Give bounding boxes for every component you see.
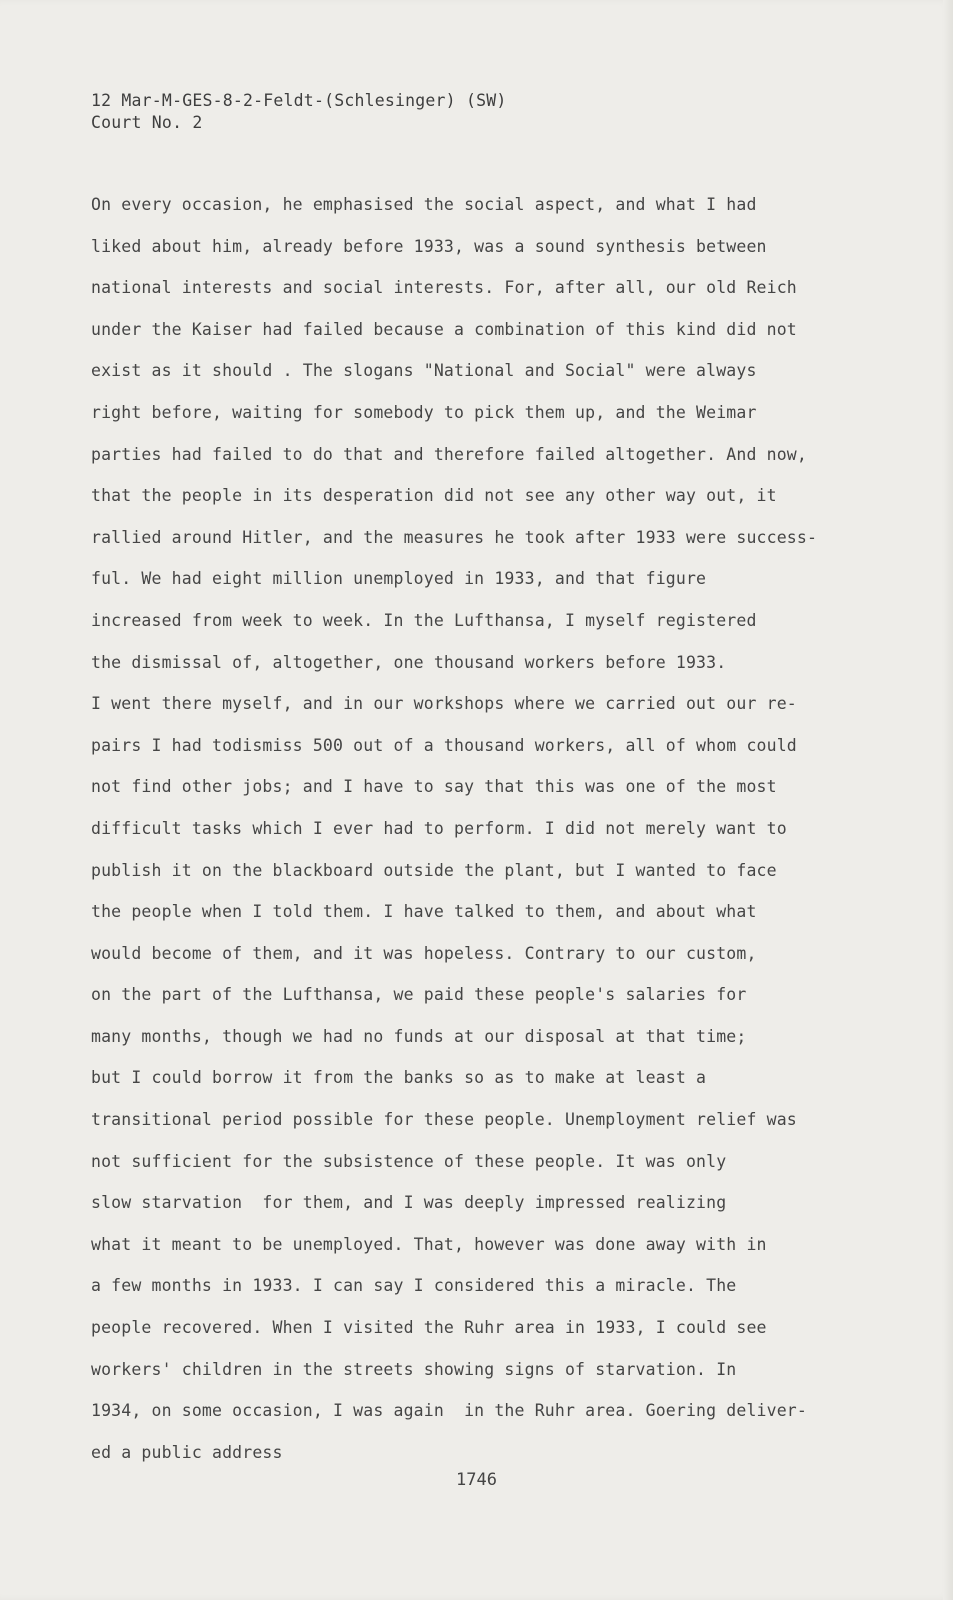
text-line: I went there myself, and in our workshops where we carried out our re- — [91, 694, 797, 714]
text-line: publish it on the blackboard outside the plant, but I wanted to face — [91, 860, 777, 880]
text-line: increased from week to week. In the Lufthansa, I myself registered — [91, 610, 757, 630]
text-line: exist as it should . The slogans "National and Social" were always — [91, 361, 757, 381]
text-line: not find other jobs; and I have to say that this was one of the most — [91, 777, 777, 797]
header-reference-line: 12 Mar-M-GES-8-2-Feldt-(Schlesinger) (SW) — [91, 91, 507, 110]
text-line: many months, though we had no funds at our disposal at that time; — [91, 1026, 747, 1046]
text-line: slow starvation for them, and I was deeply impressed realizing — [91, 1193, 727, 1213]
header-court-line: Court No. 2 — [91, 113, 203, 132]
text-line: parties had failed to do that and therefore failed altogether. And now, — [91, 444, 807, 464]
text-line: rallied around Hitler, and the measures he took after 1933 were success- — [91, 527, 818, 547]
document-header — [91, 90, 507, 134]
text-line: transitional period possible for these people. Unemployment relief was — [91, 1110, 797, 1130]
text-line: people recovered. When I visited the Ruhr area in 1933, I could see — [91, 1318, 767, 1338]
text-line: on the part of the Lufthansa, we paid these people's salaries for — [91, 985, 747, 1005]
text-line: the people when I told them. I have talked to them, and about what — [91, 902, 757, 922]
text-line: 1934, on some occasion, I was again in the Ruhr area. Goering deliver- — [91, 1401, 807, 1421]
text-line: that the people in its desperation did not see any other way out, it — [91, 486, 777, 506]
text-line: but I could borrow it from the banks so as to make at least a — [91, 1068, 707, 1088]
page-number: 1746 — [456, 1470, 497, 1490]
text-line: the dismissal of, altogether, one thousand workers before 1933. — [91, 652, 727, 672]
text-line: not sufficient for the subsistence of these people. It was only — [91, 1151, 727, 1171]
text-line: a few months in 1933. I can say I considered this a miracle. The — [91, 1276, 737, 1296]
page-edge-shadow — [943, 0, 953, 1600]
text-line: what it meant to be unemployed. That, however was done away with in — [91, 1234, 767, 1254]
text-line: pairs I had todismiss 500 out of a thousand workers, all of whom could — [91, 735, 797, 755]
transcript-body — [91, 193, 851, 1482]
text-line: difficult tasks which I ever had to perform. I did not merely want to — [91, 818, 787, 838]
text-line: On every occasion, he emphasised the social aspect, and what I had — [91, 195, 757, 214]
text-line: would become of them, and it was hopeless. Contrary to our custom, — [91, 943, 757, 963]
text-line: right before, waiting for somebody to pick them up, and the Weimar — [91, 402, 757, 422]
text-line: liked about him, already before 1933, was a sound synthesis between — [91, 236, 767, 256]
text-line: workers' children in the streets showing signs of starvation. In — [91, 1359, 737, 1379]
text-line: national interests and social interests. For, after all, our old Reich — [91, 278, 797, 298]
text-line: under the Kaiser had failed because a combination of this kind did not — [91, 319, 797, 339]
text-line: ful. We had eight million unemployed in 1933, and that figure — [91, 569, 707, 589]
text-line: ed a public address — [91, 1442, 283, 1462]
